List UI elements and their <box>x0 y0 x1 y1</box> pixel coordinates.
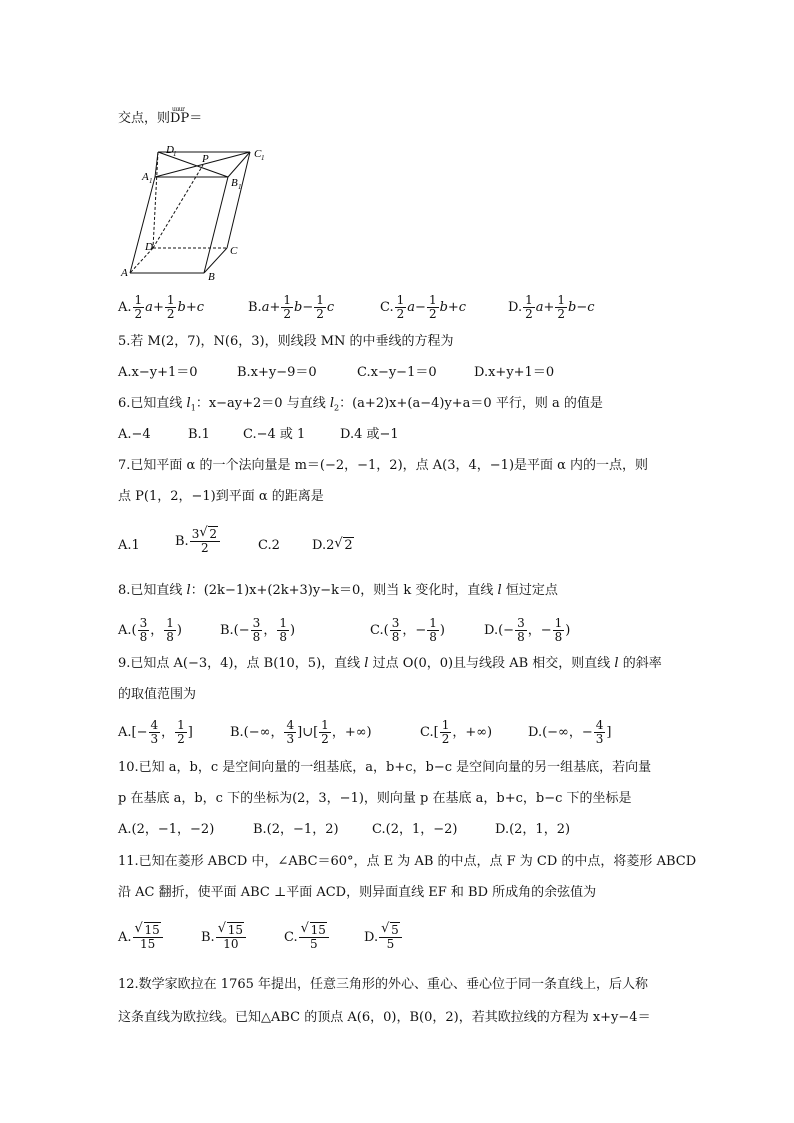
q9-option-a: A.[− $\frac{4}{3}$ ， $\frac{1}{2}$ ] <box>118 718 193 746</box>
q4-option-a: A. $\frac{1}{2}$ a+ $\frac{1}{2}$ b+c <box>118 293 204 321</box>
q9-stem-1: 9.已知点 A(−3，4)，点 B(10，5)，直线 l 过点 O(0，0)且与线段 AB 相交，则直线 l 的斜率 <box>118 656 662 671</box>
q10-stem-1: 10.已知 a，b，c 是空间向量的一组基底，a，b+c，b−c 是空间向量的另一组基底，若向量 <box>118 760 652 775</box>
q4-vector-arrow: uuur <box>172 106 185 113</box>
q5-stem: 5.若 M(2，7)，N(6，3)，则线段 MN 的中垂线的方程为 <box>118 334 454 349</box>
q10-option-a: A.(2，−1，−2) <box>118 822 215 837</box>
svg-text:1: 1 <box>238 183 242 191</box>
q12-stem-1: 12.数学家欧拉在 1765 年提出，任意三角形的外心、重心、垂心位于同一条直线上，后人称 <box>118 977 649 992</box>
q6-option-d: D.4 或−1 <box>340 427 399 442</box>
label-p: P <box>202 153 209 165</box>
label-a1: A <box>142 171 149 183</box>
q7-stem-2: 点 P(1，2，−1)到平面 α 的距离是 <box>118 489 324 504</box>
q10-stem-2: p 在基底 a，b，c 下的坐标为(2，3，−1)，则向量 p 在基底 a，b+c，b−c 下的坐标是 <box>118 791 632 806</box>
parallelepiped-figure <box>118 140 278 280</box>
q5-option-d: D.x+y+1＝0 <box>474 365 555 380</box>
svg-text:1: 1 <box>261 154 265 162</box>
q4-option-c: C. $\frac{1}{2}$ a− $\frac{1}{2}$ b+c <box>380 293 467 321</box>
label-a: A <box>121 267 128 279</box>
q9-option-d: D.(−∞，− $\frac{4}{3}$ ] <box>528 718 612 746</box>
q11-option-a: A. √ $\frac{15}{15}$ <box>118 924 164 951</box>
q10-option-c: C.(2，1，−2) <box>372 822 458 837</box>
q8-stem: 8.已知直线 l：(2k−1)x+(2k+3)y−k＝0，则当 k 变化时，直线 l 恒过定点 <box>118 583 558 598</box>
q9-option-c: C.[ $\frac{1}{2}$ ，+∞) <box>420 718 493 746</box>
q11-stem-1: 11.已知在菱形 ABCD 中，∠ABC＝60°，点 E 为 AB 的中点，点 F 为 CD 的中点，将菱形 ABCD <box>118 854 697 869</box>
q9-stem-2: 的取值范围为 <box>118 687 197 702</box>
q7-option-c: C.2 <box>258 538 280 553</box>
label-d1: D <box>166 144 174 156</box>
q8-option-c: C.( $\frac{3}{8}$ ，− $\frac{1}{8}$ ) <box>370 616 445 644</box>
q9-option-b: B.(−∞， $\frac{4}{3}$ ]∪[ $\frac{1}{2}$ ，+∞) <box>230 718 372 746</box>
q7-stem-1: 7.已知平面 α 的一个法向量是 m＝(−2，−1，2)，点 A(3，4，−1)是平面 α 内的一点，则 <box>118 458 649 473</box>
label-b1: B <box>231 177 238 189</box>
q8-option-b: B.(− $\frac{3}{8}$ ， $\frac{1}{8}$ ) <box>220 616 296 644</box>
label-c1: C <box>254 148 262 160</box>
q7-option-a: A.1 <box>118 538 140 553</box>
q4-intro: 交点，则 <box>118 111 171 126</box>
svg-text:1: 1 <box>173 150 177 158</box>
q11-option-d: D. √ $\frac{5}{5}$ <box>364 924 403 951</box>
q11-option-b: B. √ $\frac{15}{10}$ <box>201 924 247 951</box>
q11-stem-2: 沿 AC 翻折，使平面 ABC ⊥平面 ACD，则异面直线 EF 和 BD 所成角的余弦值为 <box>118 885 597 900</box>
q5-option-b: B.x+y−9＝0 <box>237 365 317 380</box>
q6-stem: 6.已知直线 $l_1$：x−ay+2＝0 与直线 $l_2$：(a+2)x+(a−4)y+a＝0 平行，则 a 的值是 <box>118 396 603 413</box>
q10-option-b: B.(2，−1，2) <box>253 822 339 837</box>
q5-option-c: C.x−y−1＝0 <box>357 365 437 380</box>
q12-stem-2: 这条直线为欧拉线。已知△ABC 的顶点 A(6，0)，B(0，2)，若其欧拉线的方程为 x+y−4＝ <box>118 1010 651 1025</box>
label-c: C <box>230 245 238 257</box>
q4-vector-dp: uuur DP <box>170 110 189 128</box>
q8-option-a: A.( $\frac{3}{8}$ ， $\frac{1}{8}$ ) <box>118 616 182 644</box>
q11-option-c: C. √ $\frac{15}{5}$ <box>284 924 330 951</box>
q5-option-a: A.x−y+1＝0 <box>118 365 198 380</box>
q8-option-d: D.(− $\frac{3}{8}$ ，− $\frac{1}{8}$ ) <box>484 616 571 644</box>
q7-option-b: B. $\frac{3√ 2}{2}$ <box>175 528 221 555</box>
q6-option-c: C.−4 或 1 <box>243 427 306 442</box>
q7-option-d: D.2√ 2 <box>312 537 354 555</box>
q4-equals: ＝ <box>189 111 203 126</box>
q6-option-b: B.1 <box>188 427 210 442</box>
q4-option-b: B.a+ $\frac{1}{2}$ b− $\frac{1}{2}$ c <box>248 293 335 321</box>
q4-intro-line <box>118 106 203 128</box>
q10-option-d: D.(2，1，2) <box>495 822 571 837</box>
svg-text:1: 1 <box>149 177 153 185</box>
label-b: B <box>208 271 215 280</box>
label-d: D <box>145 241 153 253</box>
q6-option-a: A.−4 <box>118 427 151 442</box>
q4-option-d: D. $\frac{1}{2}$ a+ $\frac{1}{2}$ b−c <box>508 293 595 321</box>
